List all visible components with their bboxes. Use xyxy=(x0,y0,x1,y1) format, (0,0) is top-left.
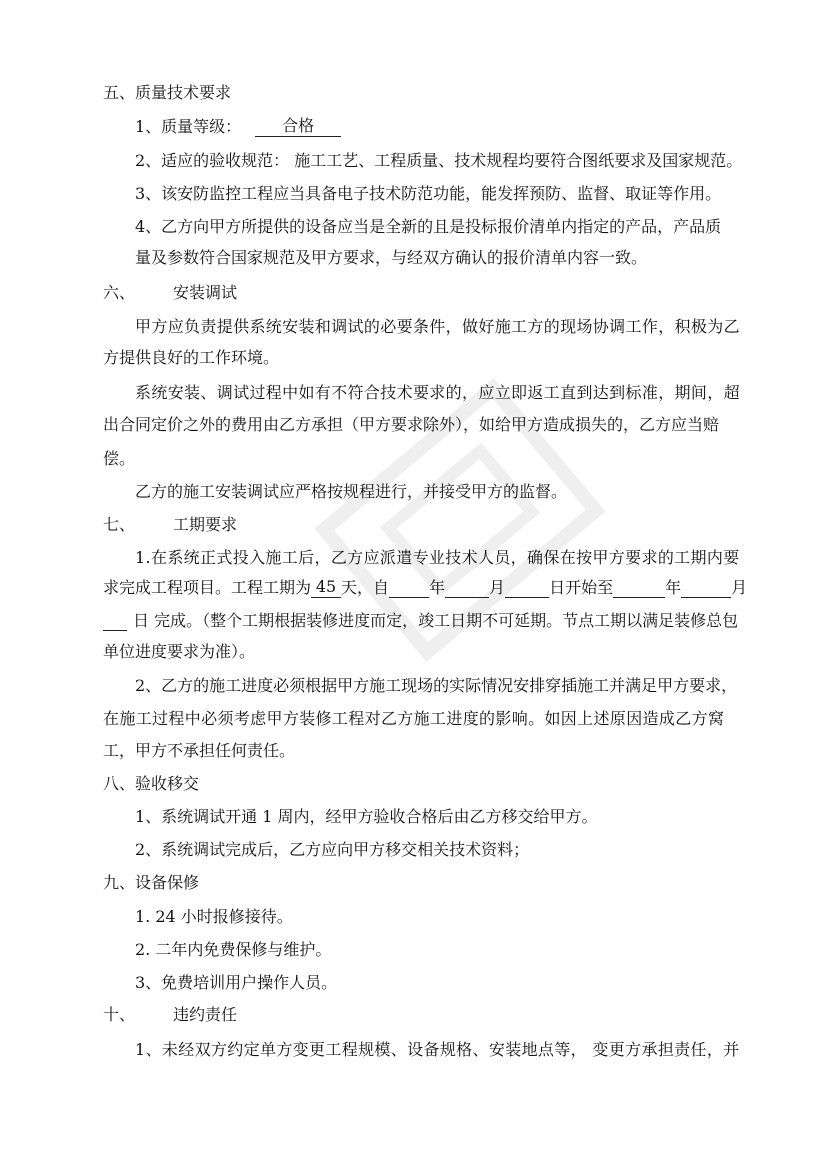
paragraph-line: 乙方的施工安装调试应严格按规程进行，并接受甲方的监督。 xyxy=(135,482,568,501)
section-10-heading xyxy=(103,1005,237,1025)
paragraph-line: 系统安装、调试过程中如有不符合技术要求的，应立即返工直到达到标准，期间，超 xyxy=(135,383,740,402)
paragraph-line: 工，甲方不承担任何责任。 xyxy=(103,741,296,760)
schedule-text: 求完成工程项目。工程工期为 xyxy=(103,578,312,597)
quality-grade-label: 1、质量等级： xyxy=(135,117,242,136)
start-month-blank xyxy=(445,578,489,598)
paragraph-line: 2、乙方的施工进度必须根据甲方施工现场的实际情况安排穿插施工并满足甲方要求， xyxy=(135,676,738,695)
end-year-blank xyxy=(613,578,665,598)
paragraph-line: 甲方应负责提供系统安装和调试的必要条件，做好施工方的现场协调工作，积极为乙 xyxy=(135,317,740,336)
watermark-icon xyxy=(296,360,624,680)
paragraph-line: 1、未经双方约定单方变更工程规模、设备规格、安装地点等， 变更方承担责任，并 xyxy=(135,1040,740,1059)
year-label: 年 xyxy=(429,578,446,597)
schedule-line xyxy=(103,578,747,598)
year-label: 年 xyxy=(665,578,682,597)
paragraph-line: 方提供良好的工作环境。 xyxy=(103,348,280,367)
section-number: 十、 xyxy=(103,1005,136,1024)
paragraph-line: 1.在系统正式投入施工后，乙方应派遣专业技术人员，确保在按甲方要求的工期内要 xyxy=(135,548,740,567)
section-title: 工期要求 xyxy=(173,515,238,534)
paragraph-line: 4、乙方向甲方所提供的设备应当是全新的且是投标报价清单内指定的产品，产品质 xyxy=(135,217,722,236)
section-6-heading xyxy=(103,283,237,303)
paragraph-line: 出合同定价之外的费用由乙方承担（甲方要求除外），如给甲方造成损失的，乙方应当赔 xyxy=(103,415,720,434)
paragraph-line: 在施工过程中必须考虑甲方装修工程对乙方施工进度的影响。如因上述原因造成乙方窝 xyxy=(103,709,725,728)
list-item: 3、免费培训用户操作人员。 xyxy=(135,973,338,992)
section-title: 安装调试 xyxy=(173,283,238,302)
day-label: 日 xyxy=(549,578,566,597)
schedule-text: 日 完成。（整个工期根据装修进度而定，竣工日期不可延期。节点工期以满足装修总包 xyxy=(133,611,739,630)
end-day-blank xyxy=(103,611,127,631)
list-item: 1、系统调试开通 1 周内，经甲方验收合格后由乙方移交给甲方。 xyxy=(135,807,598,826)
section-title: 违约责任 xyxy=(173,1005,238,1024)
schedule-line xyxy=(103,611,738,631)
paragraph-line: 2、适应的验收规范： 施工工艺、工程质量、技术规程均要符合图纸要求及国家规范。 xyxy=(135,151,743,170)
section-7-heading xyxy=(103,515,237,535)
list-item: 2、系统调试完成后，乙方应向甲方移交相关技术资料； xyxy=(135,840,530,859)
duration-days-value: 45 xyxy=(311,578,341,598)
month-label: 月 xyxy=(731,578,748,597)
month-label: 月 xyxy=(489,578,506,597)
section-5-heading: 五、质量技术要求 xyxy=(103,83,232,102)
paragraph-line: 量及参数符合国家规范及甲方要求，与经双方确认的报价清单内容一致。 xyxy=(135,248,648,267)
section-number: 六、 xyxy=(103,283,136,302)
paragraph-line: 3、该安防监控工程应当具备电子技术防范功能，能发挥预防、监督、取证等作用。 xyxy=(135,184,722,203)
start-year-blank xyxy=(389,578,429,598)
quality-grade-line xyxy=(135,117,341,137)
schedule-text: 天，自 xyxy=(341,578,390,597)
start-day-blank xyxy=(505,578,549,598)
section-number: 七、 xyxy=(103,515,136,534)
paragraph-line: 单位进度要求为准）。 xyxy=(103,642,256,661)
list-item: 1. 24 小时报修接待。 xyxy=(135,907,293,926)
schedule-text: 开始至 xyxy=(565,578,614,597)
paragraph-line: 偿。 xyxy=(103,449,136,468)
section-9-heading: 九、设备保修 xyxy=(103,873,200,892)
list-item: 2. 二年内免费保修与维护。 xyxy=(135,940,332,959)
section-8-heading: 八、验收移交 xyxy=(103,774,200,793)
end-month-blank xyxy=(681,578,731,598)
quality-grade-value: 合格 xyxy=(255,117,341,137)
